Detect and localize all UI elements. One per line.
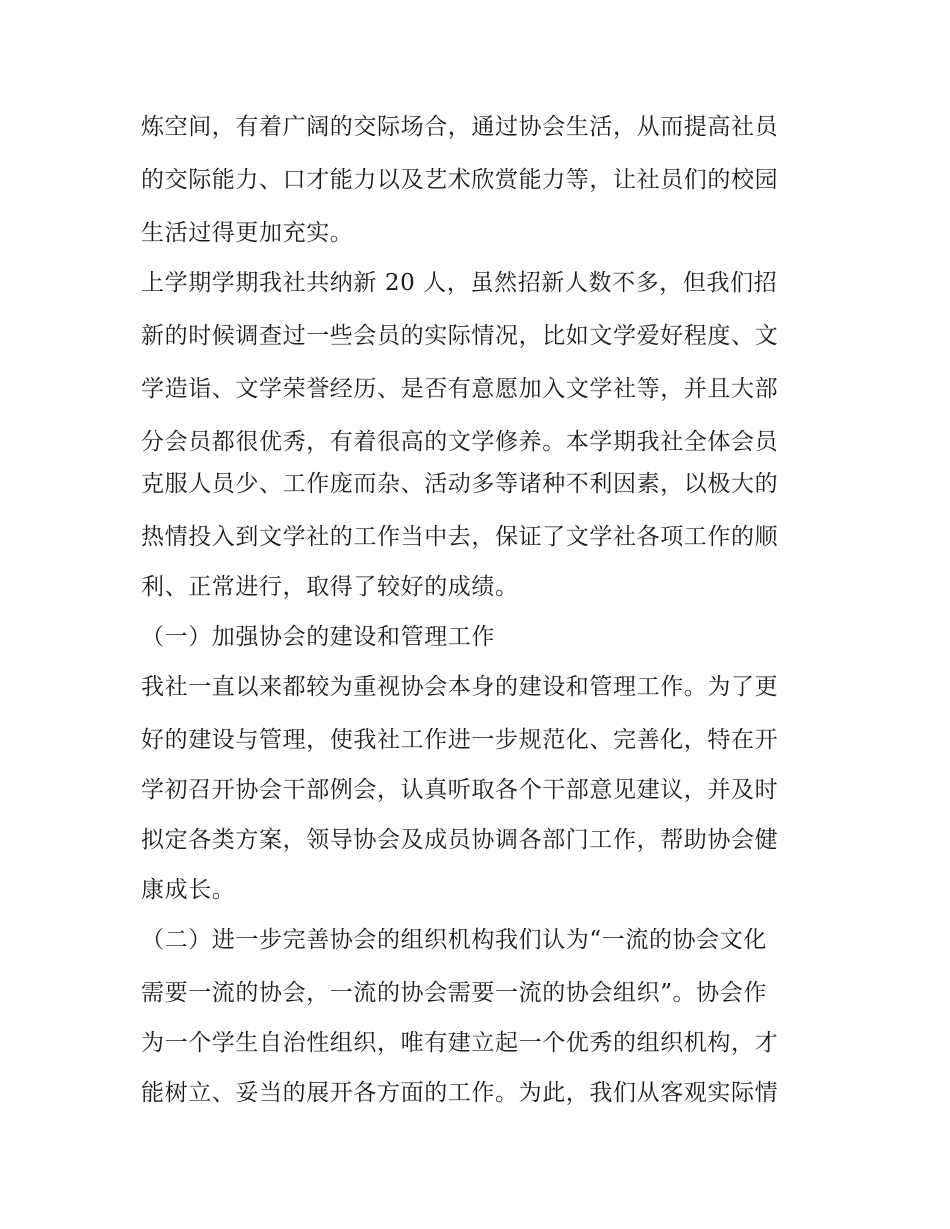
text-line: 克服人员少、工作庞而杂、活动多等诸种不利因素，以极大的 xyxy=(141,471,779,497)
text-line: 学初召开协会干部例会，认真听取各个干部意见建议，并及时 xyxy=(141,777,779,803)
text-line: 炼空间，有着广阔的交际场合，通过协会生活，从而提高社员 xyxy=(141,114,779,140)
text-line: 生活过得更加充实。 xyxy=(141,220,354,246)
text-line: 学造诣、文学荣誉经历、是否有意愿加入文学社等，并且大部 xyxy=(141,376,779,402)
text-line: 康成长。 xyxy=(141,877,236,903)
text-line: 利、正常进行，取得了较好的成绩。 xyxy=(141,574,519,600)
text-line: 的交际能力、口才能力以及艺术欣赏能力等，让社员们的校园 xyxy=(141,167,779,193)
text-line: 能树立、妥当的展开各方面的工作。为此，我们从客观实际情 xyxy=(141,1080,779,1106)
section-heading: （二）进一步完善协会的组织机构我们认为“一流的协会文化 xyxy=(141,927,767,953)
text-line: 新的时候调查过一些会员的实际情况，比如文学爱好程度、文 xyxy=(141,323,779,349)
text-line: 分会员都很优秀，有着很高的文学修养。本学期我社全体会员 xyxy=(141,429,779,455)
text-line: 热情投入到文学社的工作当中去，保证了文学社各项工作的顺 xyxy=(141,524,779,550)
text-line: 我社一直以来都较为重视协会本身的建设和管理工作。为了更 xyxy=(141,674,779,700)
text-line: 上学期学期我社共纳新 20 人，虽然招新人数不多，但我们招 xyxy=(141,270,778,296)
section-heading: （一）加强协会的建设和管理工作 xyxy=(141,624,495,650)
text-line: 拟定各类方案，领导协会及成员协调各部门工作，帮助协会健 xyxy=(141,827,779,853)
text-line: 需要一流的协会，一流的协会需要一流的协会组织”。协会作 xyxy=(141,980,767,1006)
text-line: 为一个学生自治性组织，唯有建立起一个优秀的组织机构，才 xyxy=(141,1030,779,1056)
text-line: 好的建设与管理，使我社工作进一步规范化、完善化，特在开 xyxy=(141,727,779,753)
